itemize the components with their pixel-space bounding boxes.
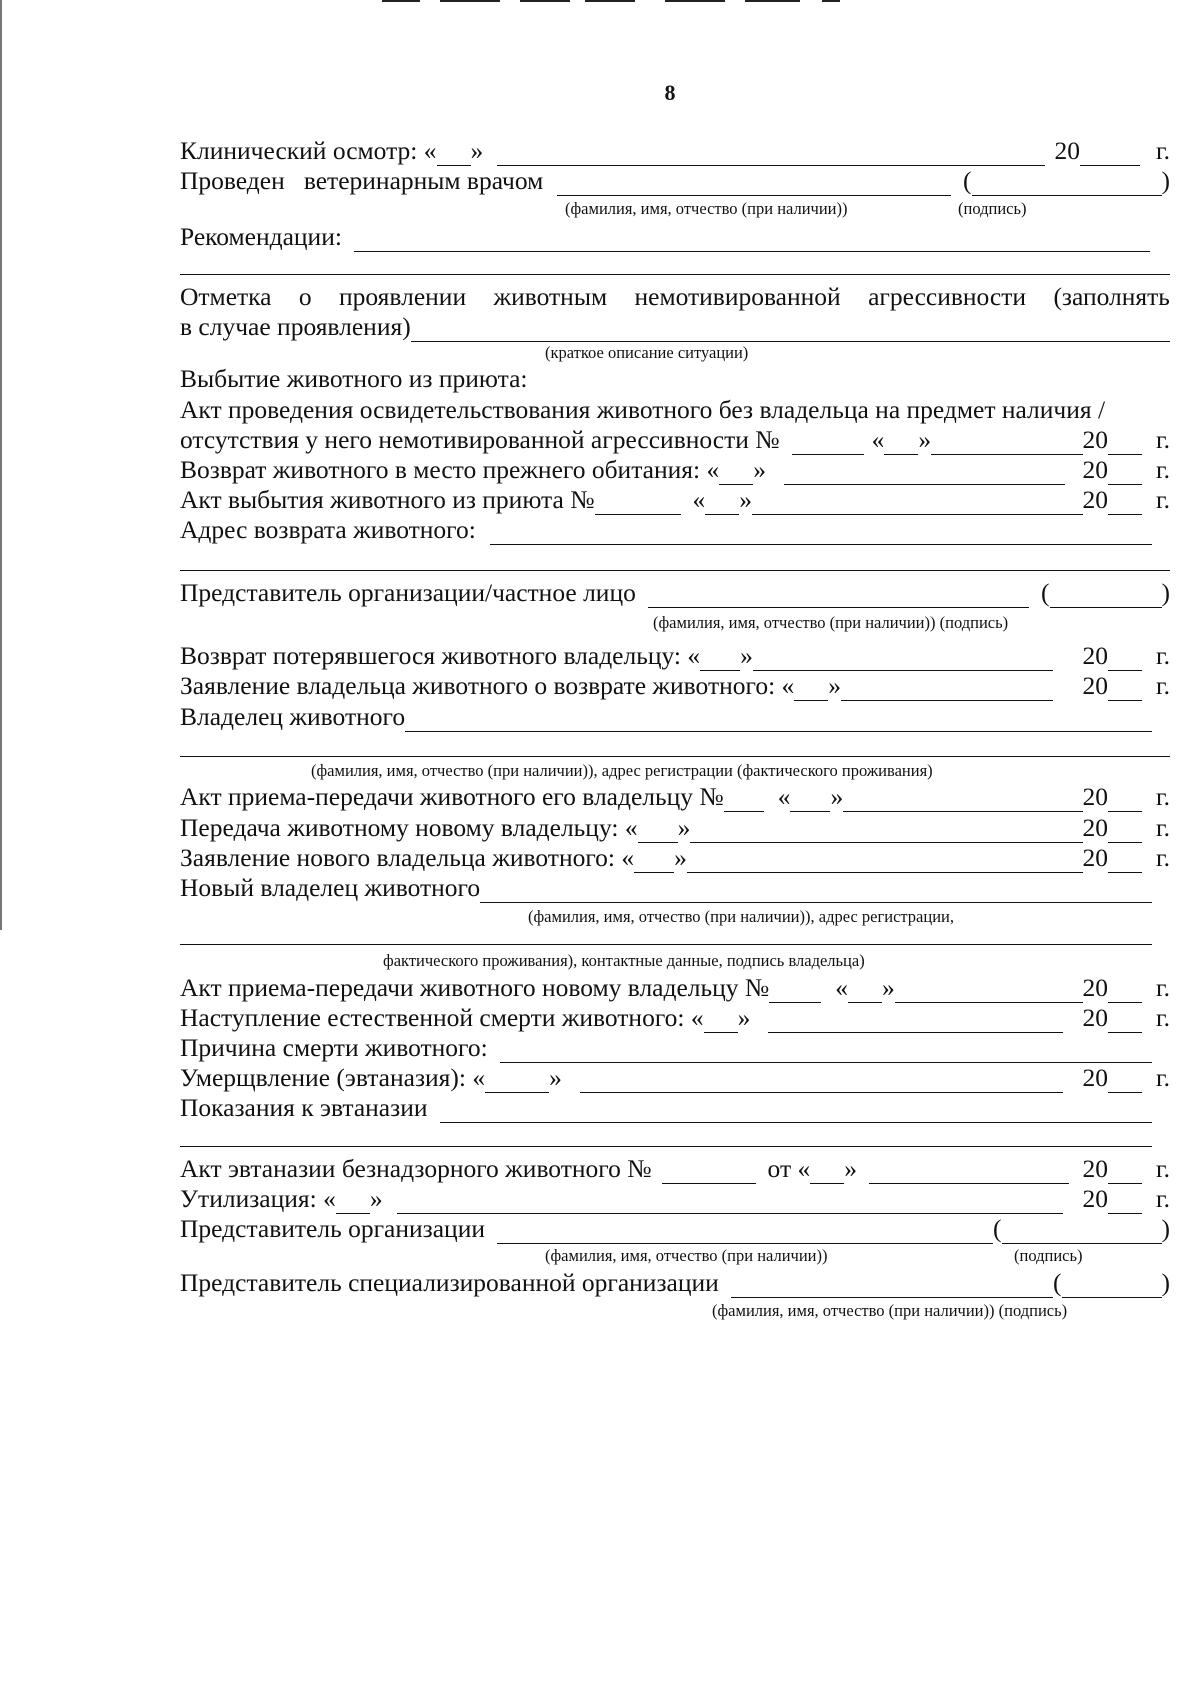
month-field[interactable] <box>843 787 1082 812</box>
return-owner-row: Возврат потерявшегося животного владельцу: « » 20 г. <box>180 641 1170 670</box>
day-field[interactable] <box>848 978 882 1003</box>
month-field[interactable] <box>768 1008 1062 1033</box>
month-field[interactable] <box>690 818 1082 843</box>
act-survey-row-1: Акт проведения освидетельствования животного без владельца на предмет наличия / <box>180 395 1106 424</box>
death-cause-row: Причина смерти животного: <box>180 1033 1152 1063</box>
day-field[interactable] <box>794 676 828 701</box>
new-owner-caption-1: (фамилия, имя, отчество (при наличии)), адрес регистрации, <box>528 907 954 926</box>
day-field[interactable] <box>634 848 674 873</box>
utilization-row: Утилизация: « » 20 г. <box>180 1184 1170 1213</box>
month-field[interactable] <box>841 676 1052 701</box>
spec-rep-signature-field[interactable] <box>1062 1273 1162 1298</box>
new-owner-statement-row: Заявление нового владельца животного: « » 20 г. <box>180 843 1170 872</box>
euth-indications-line-2[interactable] <box>180 1146 1152 1147</box>
top-scan-mark <box>585 0 635 2</box>
year-field[interactable] <box>1108 1008 1142 1033</box>
owner-caption: (фамилия, имя, отчество (при наличии)), адрес регистрации (фактического проживания) <box>311 761 933 780</box>
month-field[interactable] <box>784 460 1065 485</box>
euthanasia-row: Умерщвление (эвтаназия): « » 20 г. <box>180 1063 1170 1092</box>
year-field[interactable] <box>1108 676 1142 701</box>
clinical-exam-label: Клинический осмотр: « <box>180 136 437 165</box>
act-number-field[interactable] <box>595 490 681 515</box>
euth-indications-row: Показания к эвтаназии <box>180 1093 1152 1123</box>
vet-signature-field[interactable] <box>972 171 1162 196</box>
org-rep-sign-caption: (подпись) <box>1014 1246 1083 1265</box>
top-scan-mark <box>745 0 800 2</box>
scan-edge-line <box>0 0 2 930</box>
owner-row: Владелец животного <box>180 702 1152 732</box>
aggression-description-field[interactable] <box>411 317 1170 342</box>
spec-rep-name-field[interactable] <box>731 1273 1053 1298</box>
return-address-line-2[interactable] <box>180 570 1170 571</box>
vet-name-field[interactable] <box>557 171 951 196</box>
year-field[interactable] <box>1108 490 1142 515</box>
day-field[interactable] <box>336 1189 370 1214</box>
month-field[interactable] <box>580 1068 1063 1093</box>
act-survey-row-2: отсутствия у него немотивированной агрессивности № « » 20 г. <box>180 425 1170 454</box>
year-field[interactable] <box>1108 1189 1142 1214</box>
exit-heading: Выбытие животного из приюта: <box>180 364 528 393</box>
day-field[interactable] <box>810 1159 844 1184</box>
year-field[interactable] <box>1108 978 1142 1003</box>
month-field[interactable] <box>869 1159 1069 1184</box>
spec-rep-row: Представитель специализированной организации ( ) <box>180 1268 1170 1297</box>
return-address-field[interactable] <box>490 520 1152 545</box>
year-field[interactable] <box>1108 1159 1142 1184</box>
act-exit-row: Акт выбытия животного из приюта № « » 20 г. <box>180 485 1170 514</box>
page-number: 8 <box>664 80 676 105</box>
year-field[interactable] <box>1108 460 1142 485</box>
recommendations-line-2[interactable] <box>180 274 1170 275</box>
owner-line-2[interactable] <box>180 756 1170 757</box>
month-field[interactable] <box>931 430 1082 455</box>
new-owner-caption-2: фактического проживания), контактные данные, подпись владельца) <box>383 951 865 970</box>
representative-name-field[interactable] <box>648 583 1029 608</box>
year-field[interactable] <box>1108 787 1142 812</box>
vet-label: Проведен ветеринарным врачом <box>180 166 544 195</box>
new-owner-field[interactable] <box>480 878 1152 903</box>
day-field[interactable] <box>485 1068 549 1093</box>
year-field[interactable] <box>1108 818 1142 843</box>
day-field[interactable] <box>719 460 753 485</box>
vet-row: Проведен ветеринарным врачом ( ) <box>180 166 1170 195</box>
month-field[interactable] <box>752 490 1083 515</box>
aggression-row: Отметка о проявлении животным немотивированной агрессивности (заполнять <box>180 282 1170 311</box>
act-number-field[interactable] <box>724 787 764 812</box>
natural-death-row: Наступление естественной смерти животного: « » 20 г. <box>180 1003 1170 1032</box>
year-field[interactable] <box>1108 430 1142 455</box>
year-field[interactable] <box>1080 141 1140 166</box>
act-euth-row: Акт эвтаназии безнадзорного животного № от « » 20 г. <box>180 1154 1170 1183</box>
aggression-caption: (краткое описание ситуации) <box>545 343 749 362</box>
vet-fio-caption: (фамилия, имя, отчество (при наличии)) <box>565 199 848 218</box>
day-field[interactable] <box>705 490 739 515</box>
top-scan-mark <box>822 0 840 2</box>
day-field[interactable] <box>790 787 830 812</box>
transfer-new-row: Передача животному новому владельцу: « » 20 г. <box>180 813 1170 842</box>
day-field[interactable] <box>700 646 740 671</box>
top-scan-mark <box>665 0 725 2</box>
act-transfer-owner-row: Акт приема-передачи животного его владельцу № « » 20 г. <box>180 782 1170 811</box>
act-number-field[interactable] <box>792 430 864 455</box>
year-field[interactable] <box>1108 1068 1142 1093</box>
top-scan-mark <box>520 0 570 2</box>
day-field[interactable] <box>638 818 678 843</box>
owner-field[interactable] <box>405 707 1152 732</box>
new-owner-row: Новый владелец животного <box>180 873 1152 903</box>
death-cause-field[interactable] <box>500 1038 1152 1063</box>
year-field[interactable] <box>1108 646 1142 671</box>
org-rep-signature-field[interactable] <box>1002 1219 1162 1244</box>
year-field[interactable] <box>1108 848 1142 873</box>
vet-sign-caption: (подпись) <box>958 199 1027 218</box>
owner-statement-row: Заявление владельца животного о возврате животного: « » 20 г. <box>180 671 1170 700</box>
act-number-field[interactable] <box>769 978 821 1003</box>
month-field[interactable] <box>753 646 1053 671</box>
recommendations-row <box>180 222 1150 252</box>
representative-signature-field[interactable] <box>1050 583 1162 608</box>
clinical-exam-row: Клинический осмотр: « » 20 г. <box>180 136 1170 165</box>
top-scan-mark <box>440 0 500 2</box>
day-field[interactable] <box>884 430 918 455</box>
return-address-row: Адрес возврата животного: <box>180 515 1152 545</box>
month-field[interactable] <box>497 141 1044 166</box>
recommendations-field[interactable] <box>354 227 1150 252</box>
top-scan-mark <box>382 0 420 2</box>
act-number-field[interactable] <box>662 1159 756 1184</box>
day-field[interactable] <box>437 141 471 166</box>
month-field[interactable] <box>895 978 1083 1003</box>
euth-indications-field[interactable] <box>440 1098 1153 1123</box>
spec-rep-caption: (фамилия, имя, отчество (при наличии)) (подпись) <box>712 1301 1068 1320</box>
new-owner-line-2[interactable] <box>180 944 1152 945</box>
aggression-row-2: в случае проявления) <box>180 312 1170 342</box>
org-rep-fio-caption: (фамилия, имя, отчество (при наличии)) <box>545 1246 828 1265</box>
month-field[interactable] <box>397 1189 1063 1214</box>
org-rep-row: Представитель организации ( ) <box>180 1214 1170 1243</box>
act-transfer-new-row: Акт приема-передачи животного новому владельцу № « » 20 г. <box>180 973 1170 1002</box>
month-field[interactable] <box>687 848 1083 873</box>
recommendations-label: Рекомендации: <box>180 222 342 251</box>
representative-row: Представитель организации/частное лицо ( ) <box>180 578 1170 607</box>
day-field[interactable] <box>704 1008 738 1033</box>
org-rep-name-field[interactable] <box>497 1219 993 1244</box>
return-habitat-row: Возврат животного в место прежнего обитания: « » 20 г. <box>180 455 1170 484</box>
representative-caption: (фамилия, имя, отчество (при наличии)) (подпись) <box>653 613 1009 632</box>
